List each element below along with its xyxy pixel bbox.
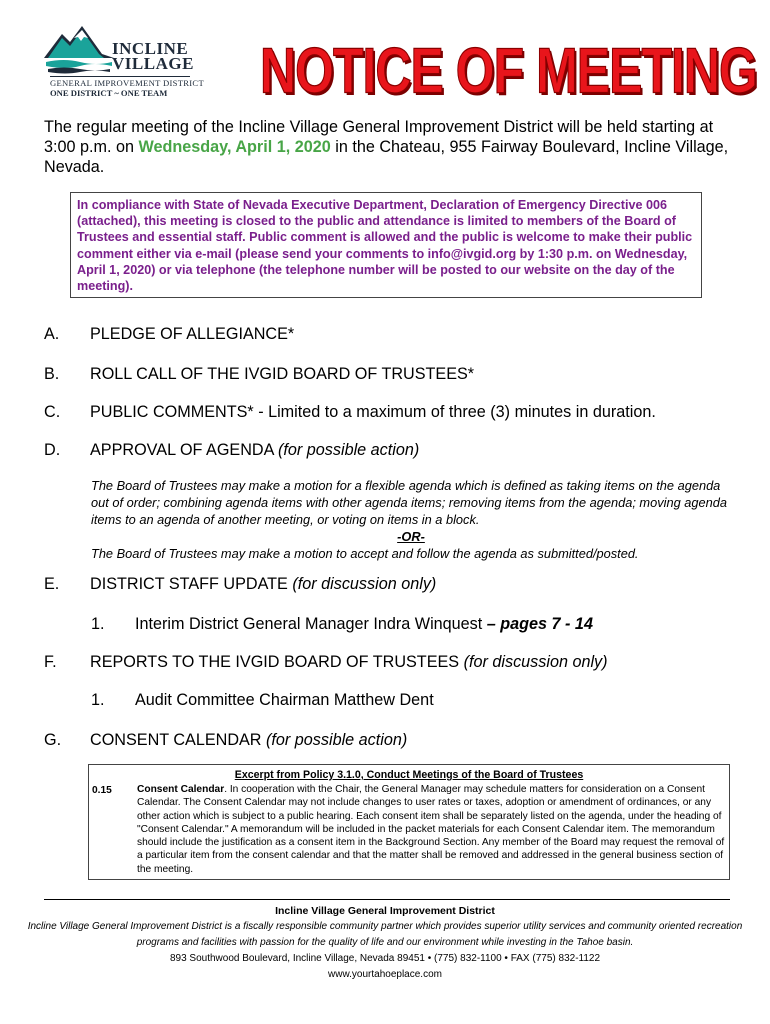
or-divider: -OR- — [397, 529, 425, 544]
intro-text-after: in the Chateau, 955 Fairway Boulevard, Incline Village, Nevada. — [44, 138, 729, 176]
agenda-text: DISTRICT STAFF UPDATE — [90, 575, 293, 593]
page-title: NOTICE OF MEETING — [260, 34, 757, 107]
agenda-action-note: (for possible action) — [266, 731, 408, 749]
policy-text: . In cooperation with the Chair, the General Manager may schedule matters for consideration on a Consent Calendar. The Consent Calendar may not include changes to user rates or taxes, adoption or amendment of ordinances, or any other action which is subject to a public hearing. Each consent item shall be separately listed on the agenda, under the heading of "Consent Calendar." A memorandum will be included in the packet materials for each Consent Calendar item. The memorandum should include the justification as a consent item in the Background Section. Any member of the Board may request the removal of a particular item from the consent calendar and that the matter shall be removed and addressed in the general business section of the meeting. — [137, 784, 725, 875]
agenda-text: APPROVAL OF AGENDA — [90, 441, 279, 459]
district-logo — [44, 24, 205, 98]
policy-title: Excerpt from Policy 3.1.0, Conduct Meetings of the Board of Trustees — [234, 769, 584, 781]
intro-text-before: The regular meeting of the Incline Village General Improvement District will be held starting at 3:00 p.m. on — [44, 118, 714, 156]
agenda-letter: D. — [44, 441, 61, 459]
logo-name-line1: INCLINE — [112, 39, 189, 58]
policy-heading: Consent Calendar — [137, 784, 225, 795]
policy-excerpt-box — [88, 764, 730, 880]
agenda-text: REPORTS TO THE IVGID BOARD OF TRUSTEES — [90, 653, 464, 671]
logo-tagline: GENERAL IMPROVEMENT DISTRICT — [50, 78, 205, 88]
flexible-agenda-text: The Board of Trustees may make a motion for a flexible agenda which is defined as taking items on the agenda out of order; combining agenda items with other agenda items; removing items from the agenda; moving agenda items to an agenda of another meeting, or voting on items in a block. — [91, 478, 727, 527]
agenda-letter: A. — [44, 325, 60, 343]
subitem-pages: – pages 7 - 14 — [486, 615, 593, 633]
subitem-text: Interim District General Manager Indra Winquest — [135, 615, 487, 633]
policy-number: 0.15 — [92, 785, 112, 796]
agenda-letter: B. — [44, 365, 60, 383]
agenda-text: CONSENT CALENDAR — [90, 731, 266, 749]
accept-agenda-text: The Board of Trustees may make a motion to accept and follow the agenda as submitted/posted. — [91, 546, 639, 561]
agenda-action-note: (for possible action) — [278, 441, 420, 459]
agenda-text: PLEDGE OF ALLEGIANCE* — [90, 325, 295, 343]
footer-address: 893 Southwood Boulevard, Incline Village, Nevada 89451 • (775) 832-1100 • FAX (775) 832-1122 — [169, 953, 601, 964]
meeting-intro — [44, 117, 734, 177]
agenda-text: PUBLIC COMMENTS* - Limited to a maximum of three (3) minutes in duration. — [90, 403, 656, 421]
agenda-text: ROLL CALL OF THE IVGID BOARD OF TRUSTEES* — [90, 365, 475, 383]
subitem-text: Audit Committee Chairman Matthew Dent — [135, 691, 434, 709]
agenda-letter: F. — [44, 653, 57, 671]
subitem-number: 1. — [91, 691, 105, 709]
agenda-letter: E. — [44, 575, 60, 593]
footer-description: Incline Village General Improvement District is a fiscally responsible community partner which provides superior utility services and community oriented recreation programs and facilities with passion for the quality of life and our environment while investing in the Tahoe basin. — [27, 921, 743, 948]
meeting-date: Wednesday, April 1, 2020 — [138, 138, 331, 156]
footer — [20, 903, 750, 983]
agenda-approval-detail — [91, 477, 731, 562]
compliance-notice: In compliance with State of Nevada Executive Department, Declaration of Emergency Directive 006 (attached), this meeting is closed to the public and attendance is limited to members of the Board of Trustees and essential staff. Public comment is allowed and the public is welcome to make their public comment either via e-mail (please send your comments to info@ivgid.org by 1:30 p.m. on Wednesday, April 1, 2020) or via telephone (the telephone number will be posted to our website on the day of the meeting). — [70, 192, 702, 298]
logo-motto: ONE DISTRICT ~ ONE TEAM — [50, 88, 168, 98]
subitem-number: 1. — [91, 615, 105, 633]
agenda-action-note: (for discussion only) — [292, 575, 437, 593]
footer-org-name: Incline Village General Improvement District — [275, 905, 495, 917]
footer-divider — [44, 899, 730, 900]
agenda-letter: G. — [44, 731, 62, 749]
logo-name-line2: VILLAGE — [112, 54, 194, 73]
agenda-action-note: (for discussion only) — [463, 653, 608, 671]
footer-website[interactable]: www.yourtahoeplace.com — [328, 969, 442, 980]
agenda-letter: C. — [44, 403, 61, 421]
mountain-lake-icon — [44, 24, 114, 76]
policy-body — [137, 783, 727, 876]
